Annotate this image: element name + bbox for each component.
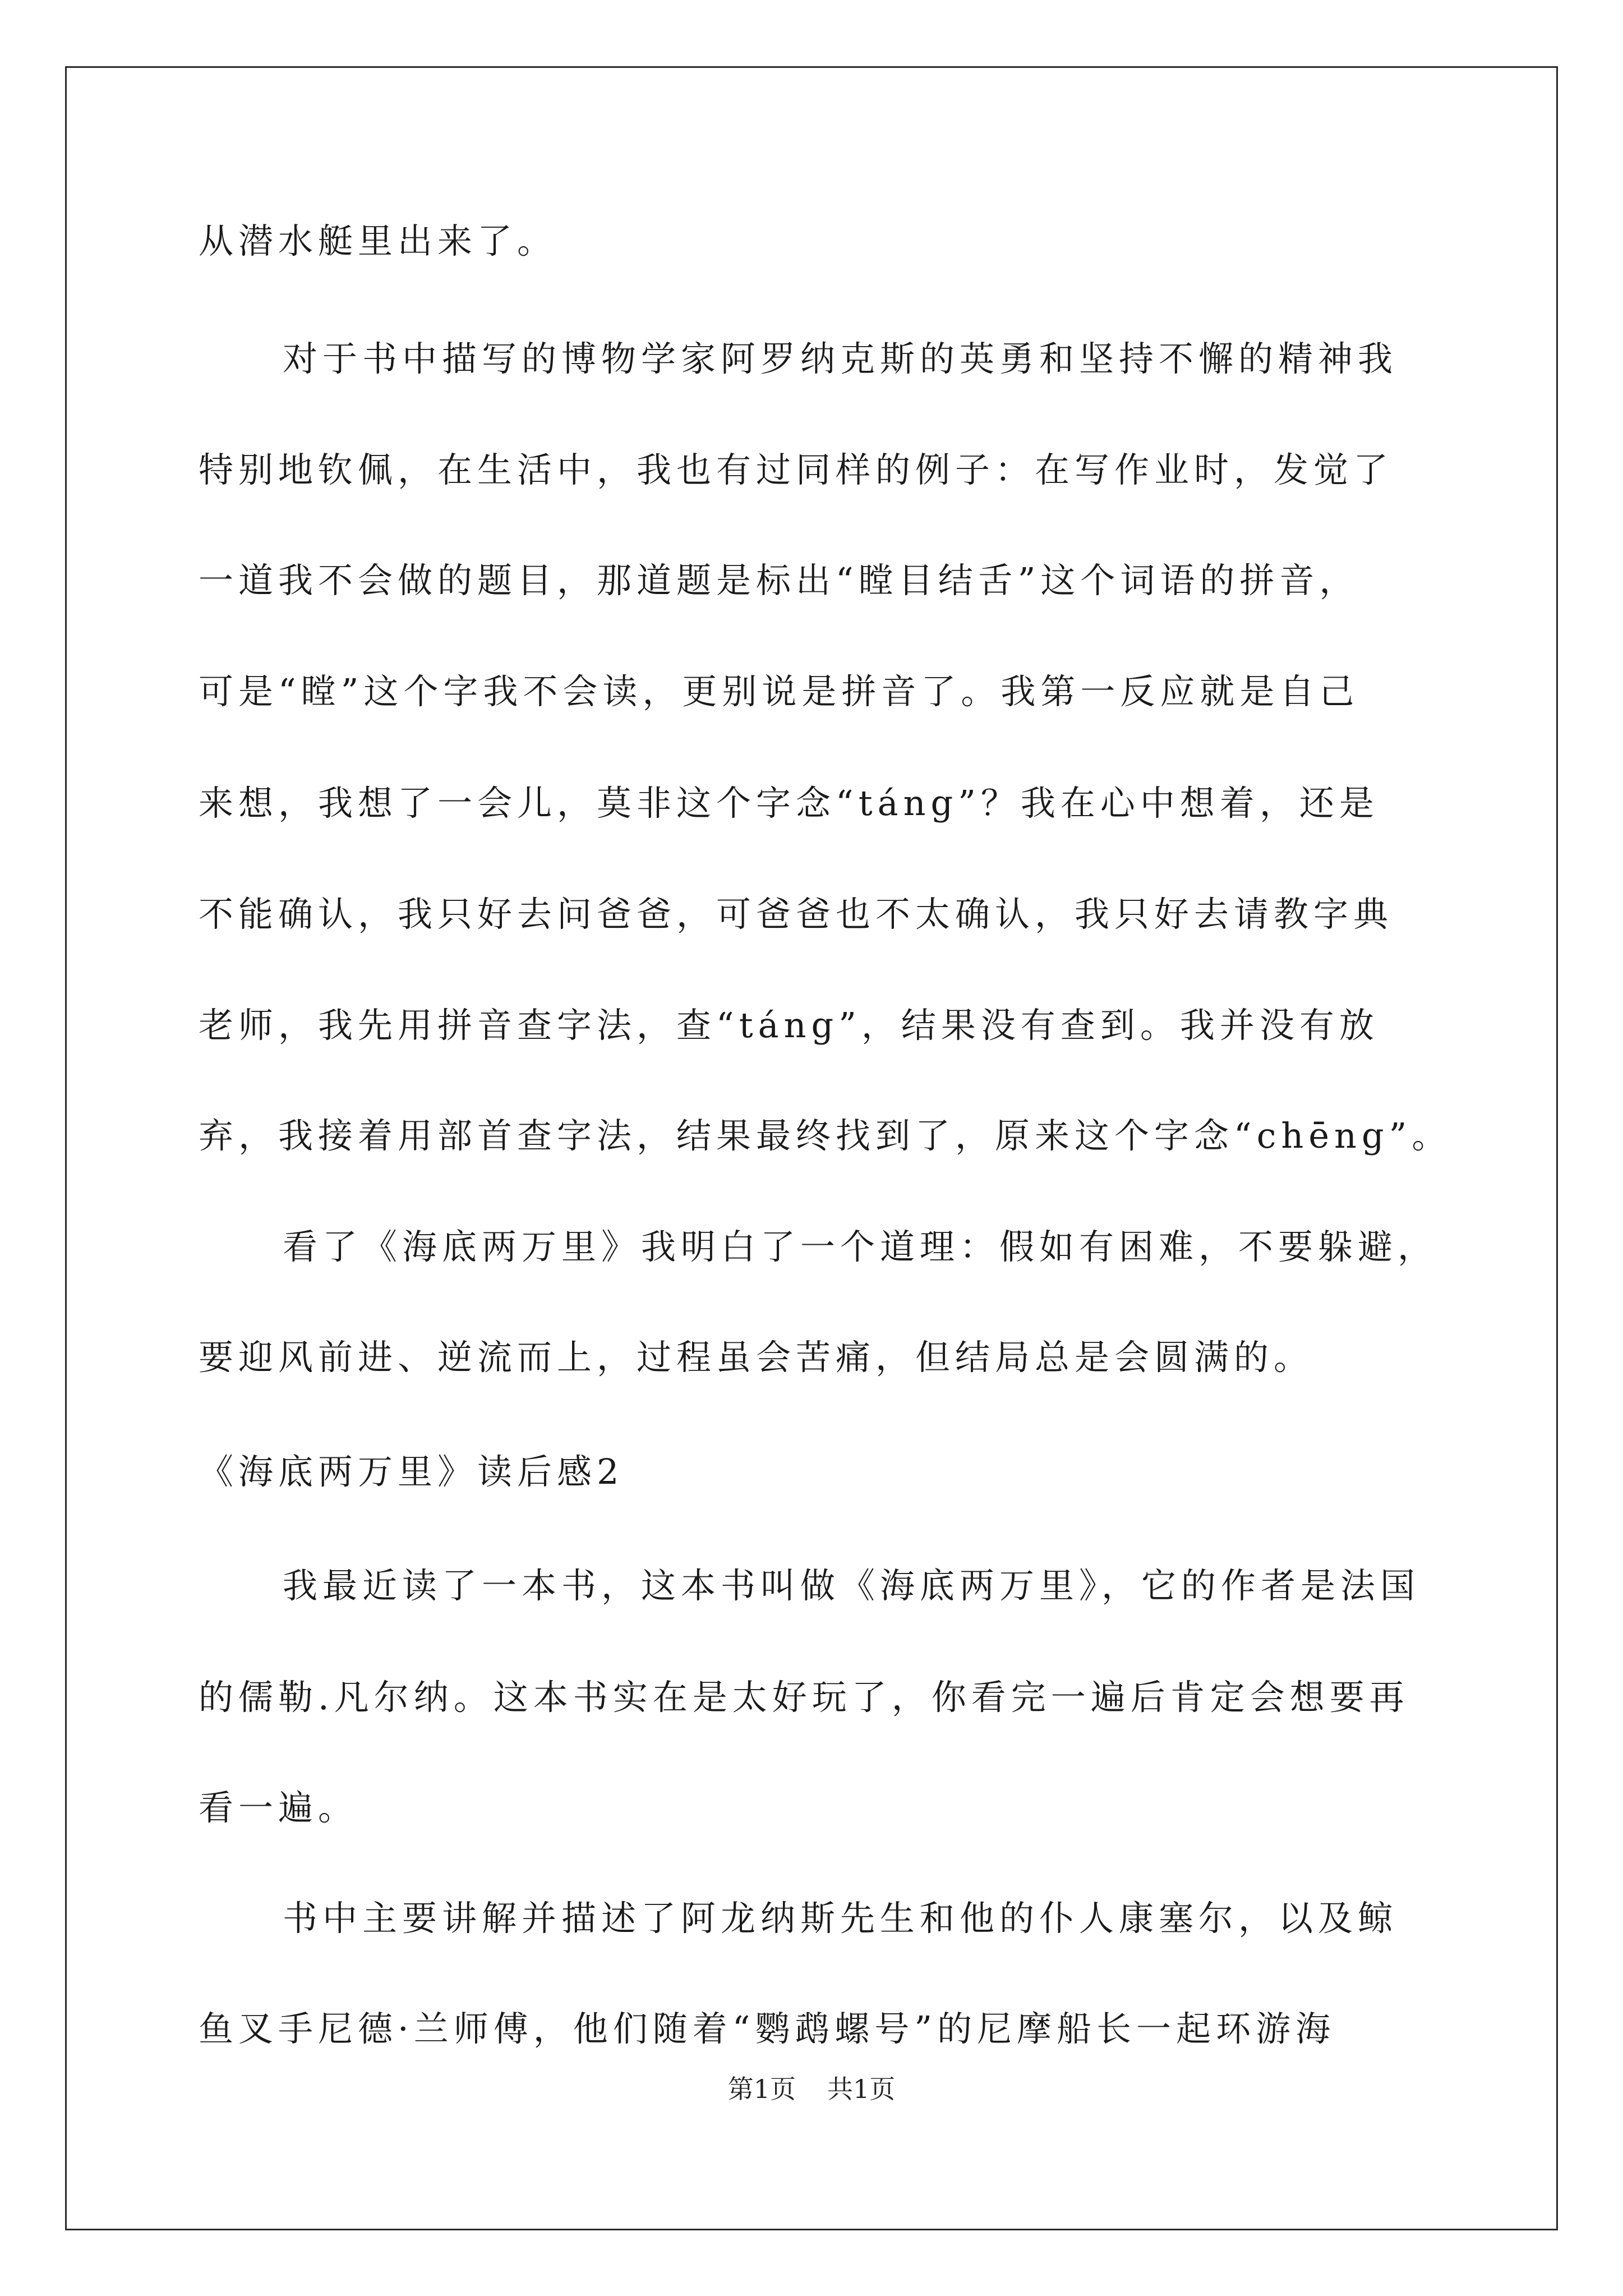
text-line: 从潜水艇里出来了。 xyxy=(199,220,557,261)
paragraph-start: 我最近读了一本书，这本书叫做《海底两万里》，它的作者是法国 xyxy=(283,1565,1421,1606)
text-line: 一道我不会做的题目，那道题是标出“瞠目结舌”这个词语的拼音， xyxy=(199,560,1359,601)
page-number: 第1页 xyxy=(727,2074,796,2104)
paragraph-start: 看了《海底两万里》我明白了一个道理：假如有困难，不要躲避， xyxy=(283,1226,1438,1267)
paragraph-start: 对于书中描写的博物学家阿罗纳克斯的英勇和坚持不懈的精神我 xyxy=(283,338,1398,379)
text-line: 特别地钦佩，在生活中，我也有过同样的例子：在写作业时，发觉了 xyxy=(199,449,1394,490)
text-line: 来想，我想了一会儿，莫非这个字念“táng”？我在心中想着，还是 xyxy=(199,783,1379,823)
text-line: 不能确认，我只好去问爸爸，可爸爸也不太确认，我只好去请教字典 xyxy=(199,894,1394,935)
text-line: 看一遍。 xyxy=(199,1787,358,1828)
text-line: 的儒勒.凡尔纳。这本书实在是太好玩了，你看完一遍后肯定会想要再 xyxy=(199,1677,1409,1718)
paragraph-start: 书中主要讲解并描述了阿龙纳斯先生和他的仆人康塞尔，以及鲸 xyxy=(283,1898,1398,1939)
text-line: 可是“瞠”这个字我不会读，更别说是拼音了。我第一反应就是自己 xyxy=(199,671,1359,712)
section-heading: 《海底两万里》读后感2 xyxy=(199,1451,624,1492)
text-line: 弃，我接着用部首查字法，结果最终找到了，原来这个字念“chēng”。 xyxy=(199,1115,1452,1156)
text-line: 老师，我先用拼音查字法，查“táng”，结果没有查到。我并没有放 xyxy=(199,1005,1379,1046)
text-line: 鱼叉手尼德·兰师傅，他们随着“鹦鹉螺号”的尼摩船长一起环游海 xyxy=(199,2008,1336,2049)
page-total: 共1页 xyxy=(827,2074,896,2104)
page-footer xyxy=(0,2073,1623,2105)
text-line: 要迎风前进、逆流而上，过程虽会苦痛，但结局总是会圆满的。 xyxy=(199,1337,1314,1378)
